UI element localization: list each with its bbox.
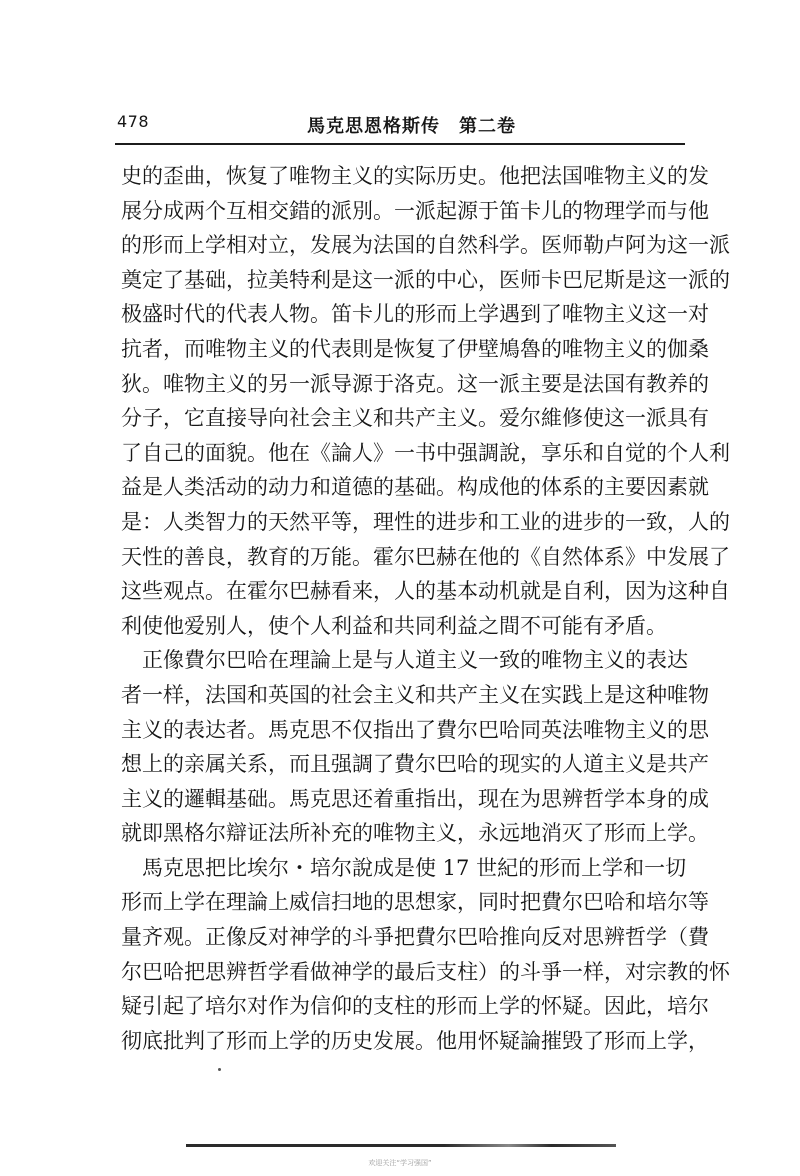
paragraph-1 [121, 159, 730, 643]
text-line: 狄。唯物主义的另一派导源于洛克。这一派主要是法国有教养的 [121, 371, 709, 396]
text-line: 就即黑格尔辯证法所补充的唯物主义，永远地消灭了形而上学。 [121, 821, 709, 846]
text-line: 馬克思把比埃尔・培尔說成是使 17 世紀的形而上学和一切 [142, 855, 687, 880]
header-rule [115, 143, 685, 145]
text-line: 想上的亲属关系，而且强調了費尔巴哈的现实的人道主义是共产 [121, 752, 709, 777]
bottom-rule [186, 1144, 616, 1147]
text-line: 主义的邏輯基础。馬克思还着重指出，现在为思辨哲学本身的成 [121, 786, 709, 811]
text-line: 利使他爱别人，使个人利益和共同利益之間不可能有矛盾。 [121, 613, 667, 638]
text-line: 彻底批判了形而上学的历史发展。他用怀疑論摧毁了形而上学， [121, 1028, 709, 1053]
text-line: 展分成两个互相交錯的派別。一派起源于笛卡儿的物理学而与他 [121, 198, 709, 223]
body-text [121, 159, 730, 1058]
text-line: 者一样，法国和英国的社会主义和共产主义在实践上是这种唯物 [121, 682, 709, 707]
text-line: 量齐观。正像反对神学的斗爭把費尔巴哈推向反对思辨哲学（費 [121, 925, 709, 950]
text-line: 这些观点。在霍尔巴赫看来，人的基本动机就是自利，因为这种自 [121, 579, 730, 604]
text-line: 是：人类智力的天然平等，理性的进步和工业的进步的一致，人的 [121, 509, 730, 534]
scan-speck [218, 1068, 221, 1071]
text-line: 尔巴哈把思辨哲学看做神学的最后支柱）的斗爭一样，对宗教的怀 [121, 959, 730, 984]
paragraph-3 [121, 851, 730, 1059]
text-line: 形而上学在理論上威信扫地的思想家，同时把費尔巴哈和培尔等 [121, 890, 709, 915]
text-line: 天性的善良，教育的万能。霍尔巴赫在他的《自然体系》中发展了 [121, 544, 730, 569]
text-line: 正像費尔巴哈在理論上是与人道主义一致的唯物主义的表达 [142, 648, 688, 673]
page-header [117, 112, 677, 140]
paragraph-2 [121, 643, 709, 851]
text-line: 疑引起了培尔对作为信仰的支柱的形而上学的怀疑。因此，培尔 [121, 994, 709, 1019]
text-line: 分子，它直接导向社会主义和共产主义。爱尔維修使这一派具有 [121, 406, 709, 431]
text-line: 奠定了基础，拉美特利是这一派的中心，医师卡巴尼斯是这一派的 [121, 267, 730, 292]
text-line: 极盛时代的代表人物。笛卡儿的形而上学遇到了唯物主义这一对 [121, 302, 709, 327]
text-line: 了自己的面貌。他在《論人》一书中强調說，享乐和自觉的个人利 [121, 440, 730, 465]
text-line: 抗者，而唯物主义的代表則是恢复了伊壁鳩魯的唯物主义的伽桑 [121, 336, 709, 361]
text-line: 史的歪曲，恢复了唯物主义的实际历史。他把法国唯物主义的发 [121, 164, 709, 188]
running-title: 馬克思恩格斯传 第二卷 [307, 116, 516, 137]
watermark: 欢迎关注“学习强国” [368, 1159, 432, 1167]
text-line: 益是人类活动的动力和道德的基础。构成他的体系的主要因素就 [121, 475, 709, 500]
text-line: 的形而上学相对立，发展为法国的自然科学。医师勒卢阿为这一派 [121, 233, 730, 258]
text-line: 主义的表达者。馬克思不仅指出了費尔巴哈同英法唯物主义的思 [121, 717, 709, 742]
page-number: 478 [117, 112, 150, 131]
